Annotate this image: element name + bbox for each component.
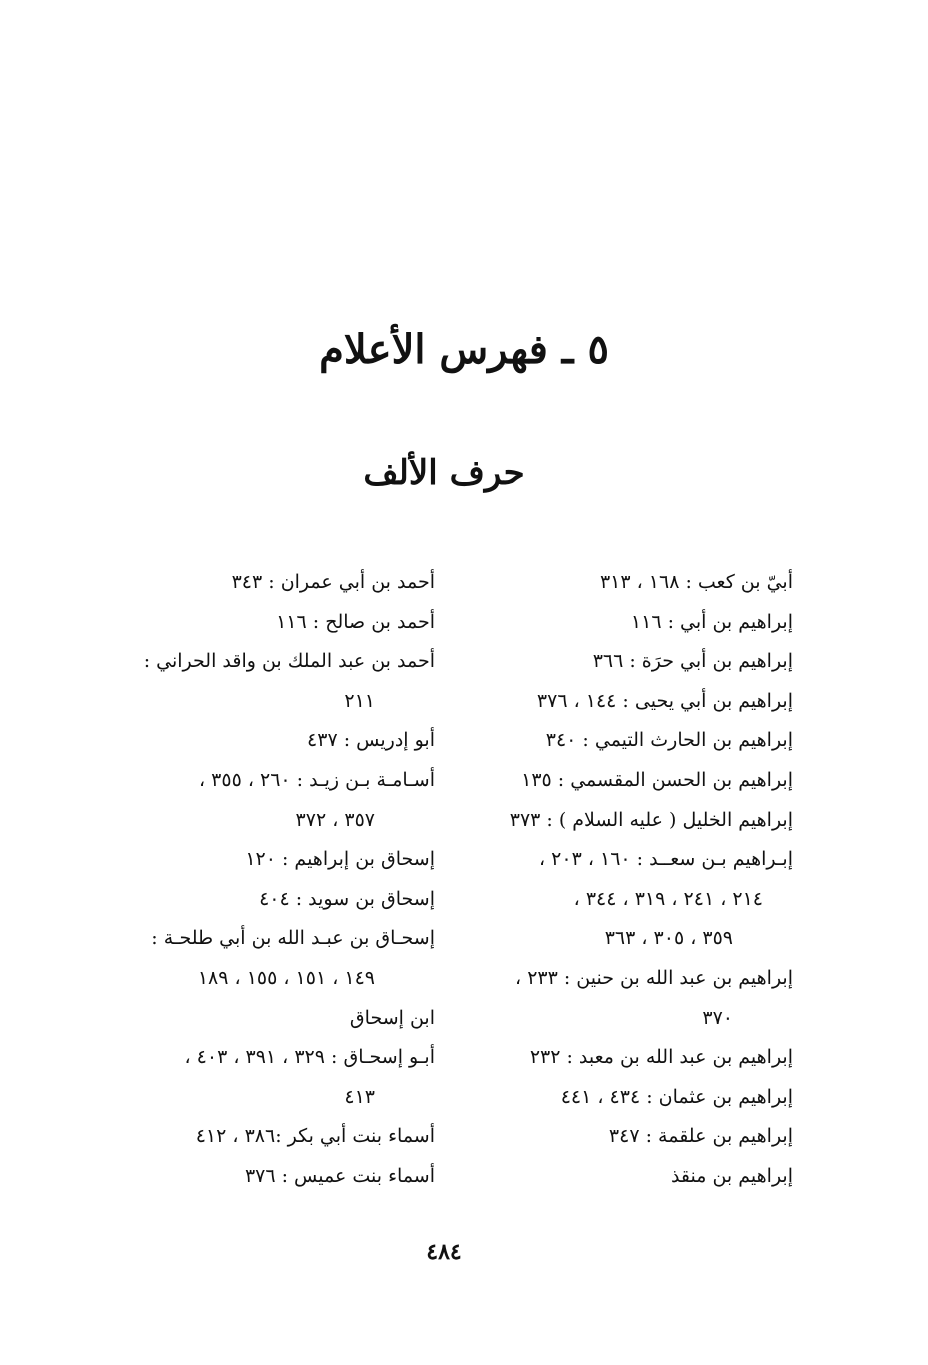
index-entry: أسماء بنت أبي بكر :٣٨٦ ، ٤١٢: [195, 1125, 435, 1148]
index-entry: أبـو إسحـاق : ٣٢٩ ، ٣٩١ ، ٤٠٣ ،: [184, 1046, 435, 1069]
index-entry: أبيّ بن كعب : ١٦٨ ، ٣١٣: [599, 571, 793, 593]
index-entry: أسـامـة بـن زيـد : ٢٦٠ ، ٣٥٥ ،: [198, 768, 435, 791]
index-entry: إسحاق بن سويد : ٤٠٤: [259, 887, 435, 910]
index-entry: إبـراهيم بـن سعــد : ١٦٠ ، ٢٠٣ ،: [538, 848, 793, 871]
index-entry-continuation: ٢١١: [344, 689, 375, 712]
page-number: ٤٨٤: [426, 1239, 462, 1265]
index-entry: إبراهيم بن الحارث التيمي : ٣٤٠: [545, 729, 793, 752]
section-title: حرف الألف: [363, 453, 525, 493]
index-entry: أسماء بنت عميس : ٣٧٦: [244, 1164, 435, 1187]
index-entry-continuation: ٢١٤ ، ٢٤١ ، ٣١٩ ، ٣٤٤ ،: [573, 887, 763, 910]
index-entry: أحمد بن عبد الملك بن واقد الحراني :: [143, 650, 435, 673]
index-entry: إبراهيم بن علقمة : ٣٤٧: [608, 1125, 793, 1148]
index-entry: إبراهيم بن منقذ: [670, 1164, 793, 1187]
index-entry: أحمد بن أبي عمران : ٣٤٣: [231, 571, 435, 593]
index-column-right: [463, 563, 793, 1197]
index-entry-continuation: ٣٧٠: [702, 1006, 733, 1029]
index-entry: ابن إسحاق: [349, 1006, 435, 1029]
index-entry: إبراهيم بن أبي حرَة : ٣٦٦: [592, 650, 793, 673]
index-entry-continuation: ٣٥٩ ، ٣٠٥ ، ٣٦٣: [604, 927, 733, 950]
index-entry: إسحـاق بن عبـد الله بن أبي طلحـة :: [151, 927, 435, 950]
index-entry: إبراهيم بن أبي : ١١٦: [630, 610, 793, 633]
index-entry-continuation: ٤١٣: [344, 1085, 375, 1108]
index-column-left: [105, 563, 435, 1197]
index-entry: إبراهيم بن عثمان : ٤٣٤ ، ٤٤١: [560, 1085, 793, 1108]
index-entry: إبراهيم بن عبد الله بن معبد : ٢٣٢: [529, 1046, 793, 1069]
index-entry: أحمد بن صالح : ١١٦: [276, 610, 435, 633]
index-entry: أبو إدريس : ٤٣٧: [307, 729, 435, 752]
index-entry-continuation: ١٤٩ ، ١٥١ ، ١٥٥ ، ١٨٩: [197, 966, 375, 989]
index-entry-continuation: ٣٥٧ ، ٣٧٢: [295, 808, 375, 831]
index-entry: إبراهيم بن الحسن المقسمي : ١٣٥: [521, 768, 793, 791]
index-entry: إبراهيم الخليل ( عليه السلام ) : ٣٧٣: [509, 808, 793, 831]
index-entry: إبراهيم بن أبي يحيى : ١٤٤ ، ٣٧٦: [536, 689, 793, 712]
index-entry: إبراهيم بن عبد الله بن حنين : ٢٣٣ ،: [515, 966, 793, 989]
index-entry: إسحاق بن إبراهيم : ١٢٠: [245, 848, 435, 871]
chapter-title: ٥ ـ فهرس الأعلام: [319, 326, 609, 373]
